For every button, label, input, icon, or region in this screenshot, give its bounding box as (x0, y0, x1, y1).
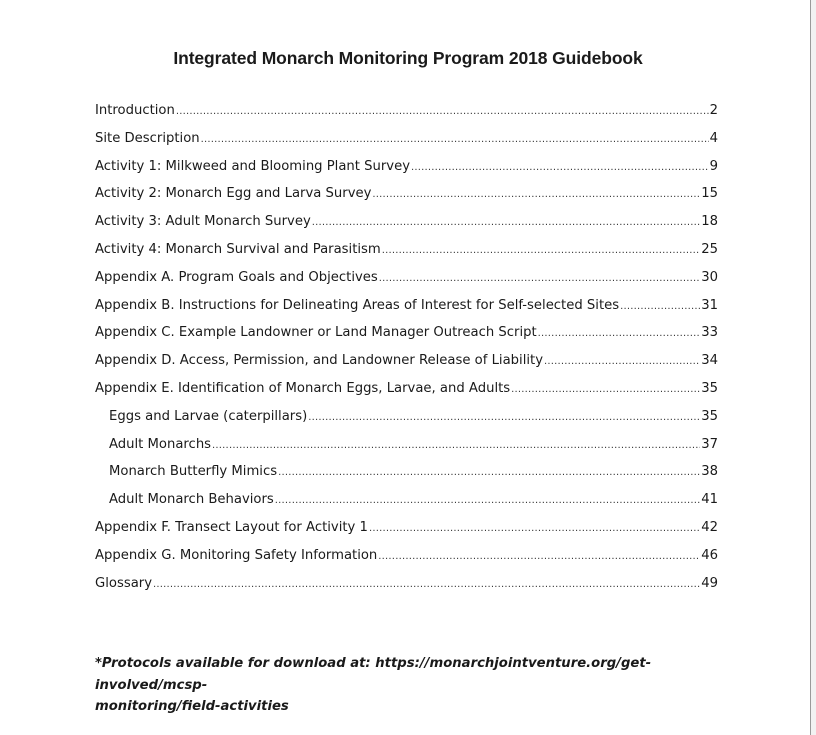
toc-entry-label: Appendix A. Program Goals and Objectives (95, 269, 378, 285)
toc-dot-leader (544, 353, 700, 371)
table-of-contents (95, 102, 718, 602)
toc-entry-page-number: 35 (701, 380, 718, 396)
toc-entry[interactable] (95, 130, 718, 158)
toc-entry-page-number: 42 (701, 519, 718, 535)
toc-entry-label: Appendix F. Transect Layout for Activity 1 (95, 519, 368, 535)
toc-entry[interactable] (95, 297, 718, 325)
toc-entry-page-number: 4 (709, 130, 718, 146)
toc-entry-page-number: 30 (701, 269, 718, 285)
page-title: Integrated Monarch Monitoring Program 2018 Guidebook (173, 48, 643, 68)
toc-entry-page-number: 15 (701, 186, 718, 202)
toc-entry[interactable] (95, 324, 718, 352)
toc-entry-label: Activity 1: Milkweed and Blooming Plant Survey (95, 158, 411, 174)
toc-entry[interactable] (95, 241, 718, 269)
toc-entry[interactable] (95, 519, 718, 547)
toc-entry-label: Adult Monarch Behaviors (109, 492, 274, 508)
toc-dot-leader (620, 298, 700, 316)
toc-entry-label: Activity 3: Adult Monarch Survey (95, 214, 311, 230)
toc-entry-page-number: 25 (701, 241, 718, 257)
toc-entry-page-number: 2 (709, 103, 718, 118)
toc-dot-leader (369, 520, 700, 538)
toc-entry-label: Monarch Butterfly Mimics (109, 464, 278, 480)
toc-dot-leader (379, 270, 700, 288)
toc-entry-label: Activity 4: Monarch Survival and Parasitism (95, 241, 381, 257)
toc-entry[interactable] (95, 158, 718, 186)
toc-dot-leader (308, 409, 700, 427)
toc-dot-leader (212, 437, 700, 455)
footnote-line-2: monitoring/field-activities (95, 699, 289, 714)
toc-entry-page-number: 41 (701, 492, 718, 508)
footnote (95, 653, 735, 718)
toc-entry[interactable] (95, 463, 718, 491)
toc-dot-leader (382, 242, 700, 260)
toc-entry[interactable] (95, 269, 718, 297)
toc-entry[interactable] (95, 491, 718, 519)
page-edge-shadow (811, 0, 816, 735)
toc-entry-label: Appendix D. Access, Permission, and Landowner Release of Liability (95, 353, 543, 369)
footnote-line-1: *Protocols available for download at: https://monarchjointventure.org/get-involved/mcsp- (95, 656, 652, 693)
toc-entry-page-number: 34 (701, 353, 718, 369)
toc-entry-page-number: 31 (701, 297, 718, 313)
toc-dot-leader (176, 103, 709, 121)
toc-dot-leader (378, 548, 700, 566)
toc-entry[interactable] (95, 185, 718, 213)
toc-dot-leader (511, 381, 700, 399)
toc-entry[interactable] (95, 102, 718, 130)
toc-entry-page-number: 46 (701, 547, 718, 563)
toc-entry-label: Activity 2: Monarch Egg and Larva Survey (95, 186, 372, 202)
toc-entry-page-number: 35 (701, 408, 718, 424)
toc-entry[interactable] (95, 408, 718, 436)
toc-entry-page-number: 9 (709, 158, 718, 174)
toc-dot-leader (538, 325, 701, 343)
toc-entry[interactable] (95, 547, 718, 575)
toc-entry-label: Appendix E. Identification of Monarch Eggs, Larvae, and Adults (95, 380, 511, 396)
toc-dot-leader (312, 214, 700, 232)
toc-entry[interactable] (95, 352, 718, 380)
toc-dot-leader (153, 576, 700, 594)
toc-entry-label: Introduction (95, 103, 175, 118)
toc-entry-label: Appendix B. Instructions for Delineating Areas of Interest for Self-selected Sites (95, 297, 620, 313)
toc-entry[interactable] (95, 436, 718, 464)
toc-entry-page-number: 18 (701, 214, 718, 230)
toc-dot-leader (275, 492, 700, 510)
toc-entry-label: Appendix C. Example Landowner or Land Manager Outreach Script (95, 325, 537, 341)
toc-entry-page-number: 37 (701, 436, 718, 452)
toc-entry[interactable] (95, 575, 718, 603)
toc-entry-label: Adult Monarchs (109, 436, 212, 452)
toc-entry[interactable] (95, 380, 718, 408)
toc-entry-label: Glossary (95, 575, 152, 591)
toc-entry-page-number: 38 (701, 464, 718, 480)
toc-entry-page-number: 33 (701, 325, 718, 341)
toc-entry[interactable] (95, 213, 718, 241)
toc-entry-label: Site Description (95, 130, 200, 146)
toc-entry-label: Appendix G. Monitoring Safety Information (95, 547, 378, 563)
toc-dot-leader (372, 186, 700, 204)
toc-dot-leader (411, 159, 709, 177)
toc-entry-page-number: 49 (701, 575, 718, 591)
toc-dot-leader (201, 131, 709, 149)
toc-entry-label: Eggs and Larvae (caterpillars) (109, 408, 308, 424)
toc-dot-leader (278, 464, 700, 482)
